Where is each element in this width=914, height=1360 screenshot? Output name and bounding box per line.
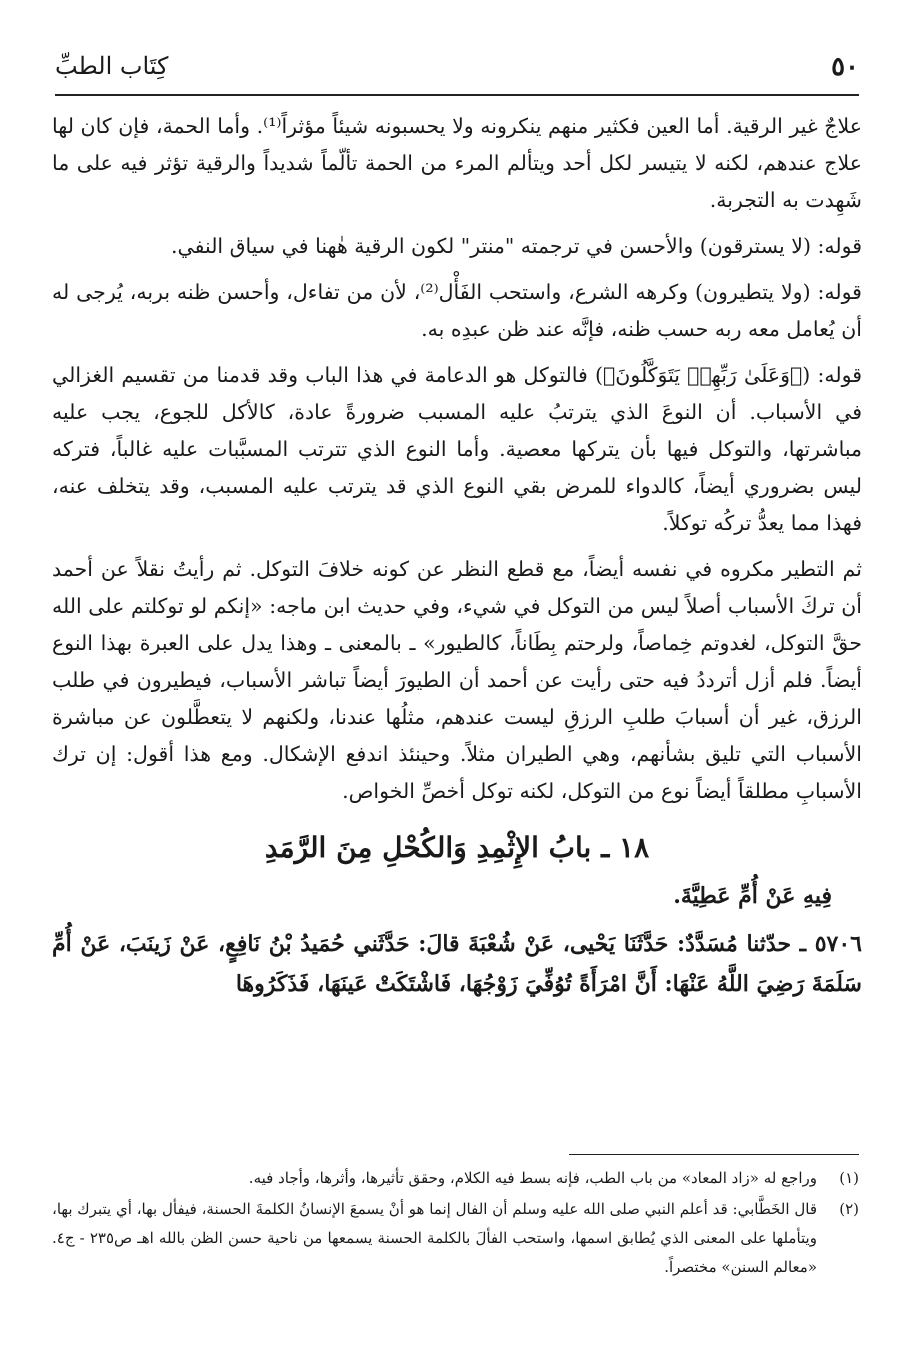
page-header	[55, 52, 859, 92]
footnote-item	[52, 1164, 859, 1193]
main-text	[52, 108, 862, 1004]
footnote-item	[52, 1195, 859, 1282]
header-rule	[55, 94, 859, 96]
paragraph-1: علاجٌ غير الرقية. أما العين فكثير منهم ينكرونه ولا يحسبونه شيئاً مؤثراً⁽¹⁾. وأما الحمة، فإن كان لها علاج عندهم، لكنه لا يتيسر لكل أحد ويتألم المرء من الحمة تألّماً شديداً والرقية تؤثر فيه على ما شَهِدت به التجربة.	[52, 114, 862, 212]
paragraph-2: قوله: (لا يسترقون) والأحسن في ترجمته "منتر" لكون الرقية هٰهنا في سياق النفي.	[171, 234, 862, 258]
footnotes	[52, 1164, 859, 1284]
footnote-number: (٢)	[839, 1200, 859, 1218]
footnote-number: (١)	[839, 1169, 859, 1187]
footnote-text: وراجع له «زاد المعاد» من باب الطب، فإنه بسط فيه الكلام، وحقق تأثيرها، وأثرها، وأجاد فيه.	[248, 1169, 817, 1187]
hadith-text: ٥٧٠٦ ـ حدّثنا مُسَدَّدٌ: حَدَّثَنَا يَحْيى، عَنْ شُعْبَةَ قالَ: حَدَّثَني حُمَيدُ بْنُ نَافِعٍ، عَنْ زَينَبَ، عَنْ أُمِّ سَلَمَةَ رَضِيَ اللَّهُ عَنْهَا: أَنَّ امْرَأَةً تُوُفِّيَ زَوْجُهَا، فَاشْتَكَتْ عَينَهَا، فَذَكَرُوهَا	[52, 931, 862, 997]
footnote-text: قال الخَطَّابي: قد أعلم النبي صلى الله عليه وسلم أن الفال إنما هو أنْ يسمعَ الإنسانُ الكلمةَ الحسنة، فيفأل بها، أي يتبرك بها، ويتأملها على المعنى الذي يُطابق اسمها، واستحب الفألَ بالكلمة الحسنة يسمعها من ناحية حسن الظن بالله اهـ ص٢٣٥ - ج٤. «معالم السنن» مختصراً.	[52, 1200, 817, 1276]
footnote-separator	[569, 1154, 859, 1155]
paragraph-4: قوله: (﴿وَعَلَىٰ رَبِّهِمۡ يَتَوَكَّلُونَ﴾) فالتوكل هو الدعامة في هذا الباب وقد قدمنا من تقسيم الغزالي في الأسباب. أن النوعَ الذي يترتبُ عليه المسبب ضرورةً عادة، كالأكل للجوع، يجب عليه مباشرتها، والتوكل فيها بأن يتركها معصية. وأما النوع الذي تترتب المسبَّبات عليه غالباً، فتركه ليس بضروري أيضاً، كالدواء للمرض بقي النوع الذي قد يترتب عليه المسبب، وقد يتخلف عنه، فهذا مما يعدُّ تركُه توكلاً.	[52, 363, 862, 535]
paragraph-3: قوله: (ولا يتطيرون) وكرهه الشرع، واستحب الفَأْل⁽²⁾، لأن من تفاءل، وأحسن ظنه بربه، يُرجى له أن يُعامل معه ربه حسب ظنه، فإنَّه عند ظن عبدِه به.	[52, 280, 862, 341]
paragraph-5: ثم التطير مكروه في نفسه أيضاً، مع قطع النظر عن كونه خلافَ التوكل. ثم رأيتُ نقلاً عن أحمد أن تركَ الأسباب أصلاً ليس من التوكل في شيء، وفي حديث ابن ماجه: «إنكم لو توكلتم على الله حقَّ التوكل، لغدوتم خِماصاً، ولرحتم بِطَاناً، كالطيور» ـ بالمعنى ـ وهذا يدل على العبرة بهذا النوع أيضاً. فلم أزل أترددُ فيه حتى رأيت عن أحمد أن الطيورَ أيضاً تباشر الأسباب، فيطيرون في طلب الرزق، غير أن أسبابَ طلبِ الرزقِ ليست عندهم، مثلُها عندنا، ولكنهم لا يتعطَّلون عن مباشرة الأسباب التي تليق بشأنهم، وهي الطيران مثلاً. وحينئذ اندفع الإشكال. ومع هذا أقول: إن ترك الأسبابِ مطلقاً أيضاً نوع من التوكل، لكنه توكل أخصِّ الخواص.	[52, 557, 862, 803]
chapter-heading: ١٨ ـ بابُ الإِثْمِدِ وَالكُحْلِ مِنَ الرَّمَدِ	[264, 831, 650, 864]
book-title: كِتَاب الطبِّ	[55, 52, 169, 80]
chapter-subtitle: فِيهِ عَنْ أُمِّ عَطِيَّةَ.	[673, 883, 832, 909]
page-number: ٥٠	[831, 52, 859, 82]
